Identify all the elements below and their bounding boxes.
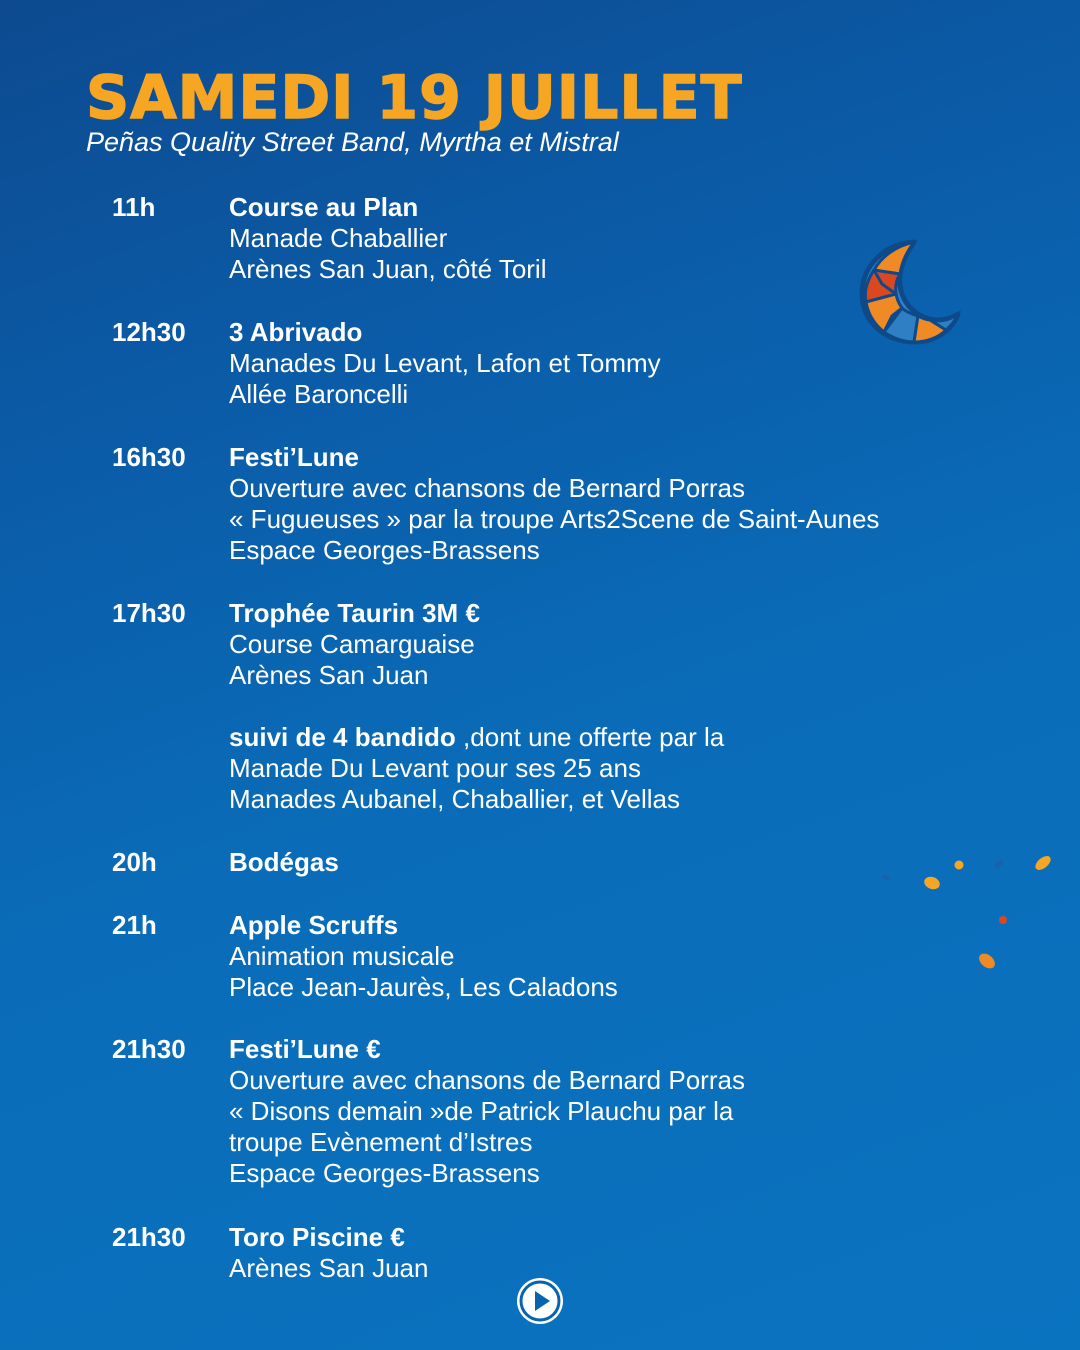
page-subtitle: Peñas Quality Street Band, Myrtha et Mistral [86, 127, 619, 157]
event-name: Bodégas [229, 847, 339, 877]
event-line: Espace Georges-Brassens [229, 1158, 540, 1188]
event-line: Arènes San Juan [229, 1253, 429, 1283]
event-details [229, 1034, 1029, 1189]
play-button[interactable] [517, 1278, 563, 1324]
event-line: Manades Du Levant, Lafon et Tommy [229, 348, 661, 378]
event-time: 21h30 [112, 1222, 186, 1252]
event-time: 12h30 [112, 317, 186, 347]
event-line: Ouverture avec chansons de Bernard Porras [229, 473, 745, 503]
event-line: Arènes San Juan, côté Toril [229, 254, 547, 284]
event-line: Course Camarguaise [229, 629, 475, 659]
event-line: Arènes San Juan [229, 660, 429, 690]
play-icon [517, 1278, 563, 1324]
event-line: Manade Chaballier [229, 223, 448, 253]
event-time: 21h [112, 910, 157, 940]
event-details [229, 442, 1029, 566]
event-details [229, 1222, 1029, 1284]
event-name: Course au Plan [229, 192, 419, 222]
event-line: Manade Du Levant pour ses 25 ans [229, 753, 641, 783]
followup-bold: suivi de 4 bandido [229, 722, 456, 752]
event-details [229, 598, 1029, 815]
event-name: 3 Abrivado [229, 317, 363, 347]
event-time: 11h [112, 192, 156, 222]
event-line: Ouverture avec chansons de Bernard Porras [229, 1065, 745, 1095]
event-line: troupe Evènement d’Istres [229, 1127, 533, 1157]
event-line: Place Jean-Jaurès, Les Caladons [229, 972, 618, 1002]
event-name: Trophée Taurin 3M € [229, 598, 480, 628]
event-time: 20h [112, 847, 157, 877]
event-name: Apple Scruffs [229, 910, 399, 940]
event-followup [229, 722, 1029, 753]
event-name: Toro Piscine € [229, 1222, 405, 1252]
event-name: Festi’Lune € [229, 1034, 381, 1064]
event-time: 21h30 [112, 1034, 186, 1064]
event-time: 16h30 [112, 442, 186, 472]
event-line: « Fugueuses » par la troupe Arts2Scene de Saint-Aunes [229, 504, 880, 534]
confetti-dots-icon [870, 850, 1060, 980]
event-line: « Disons demain »de Patrick Plauchu par la [229, 1096, 734, 1126]
followup-rest: ,dont une offerte par la [455, 722, 725, 752]
page-title: SAMEDI 19 JUILLET [86, 63, 743, 133]
event-line: Allée Baroncelli [229, 379, 409, 409]
event-name: Festi’Lune [229, 442, 360, 472]
event-line: Manades Aubanel, Chaballier, et Vellas [229, 784, 680, 814]
event-time: 17h30 [112, 598, 186, 628]
event-line: Espace Georges-Brassens [229, 535, 540, 565]
event-line: Animation musicale [229, 941, 455, 971]
stained-glass-crescent-moon-icon [856, 236, 966, 348]
